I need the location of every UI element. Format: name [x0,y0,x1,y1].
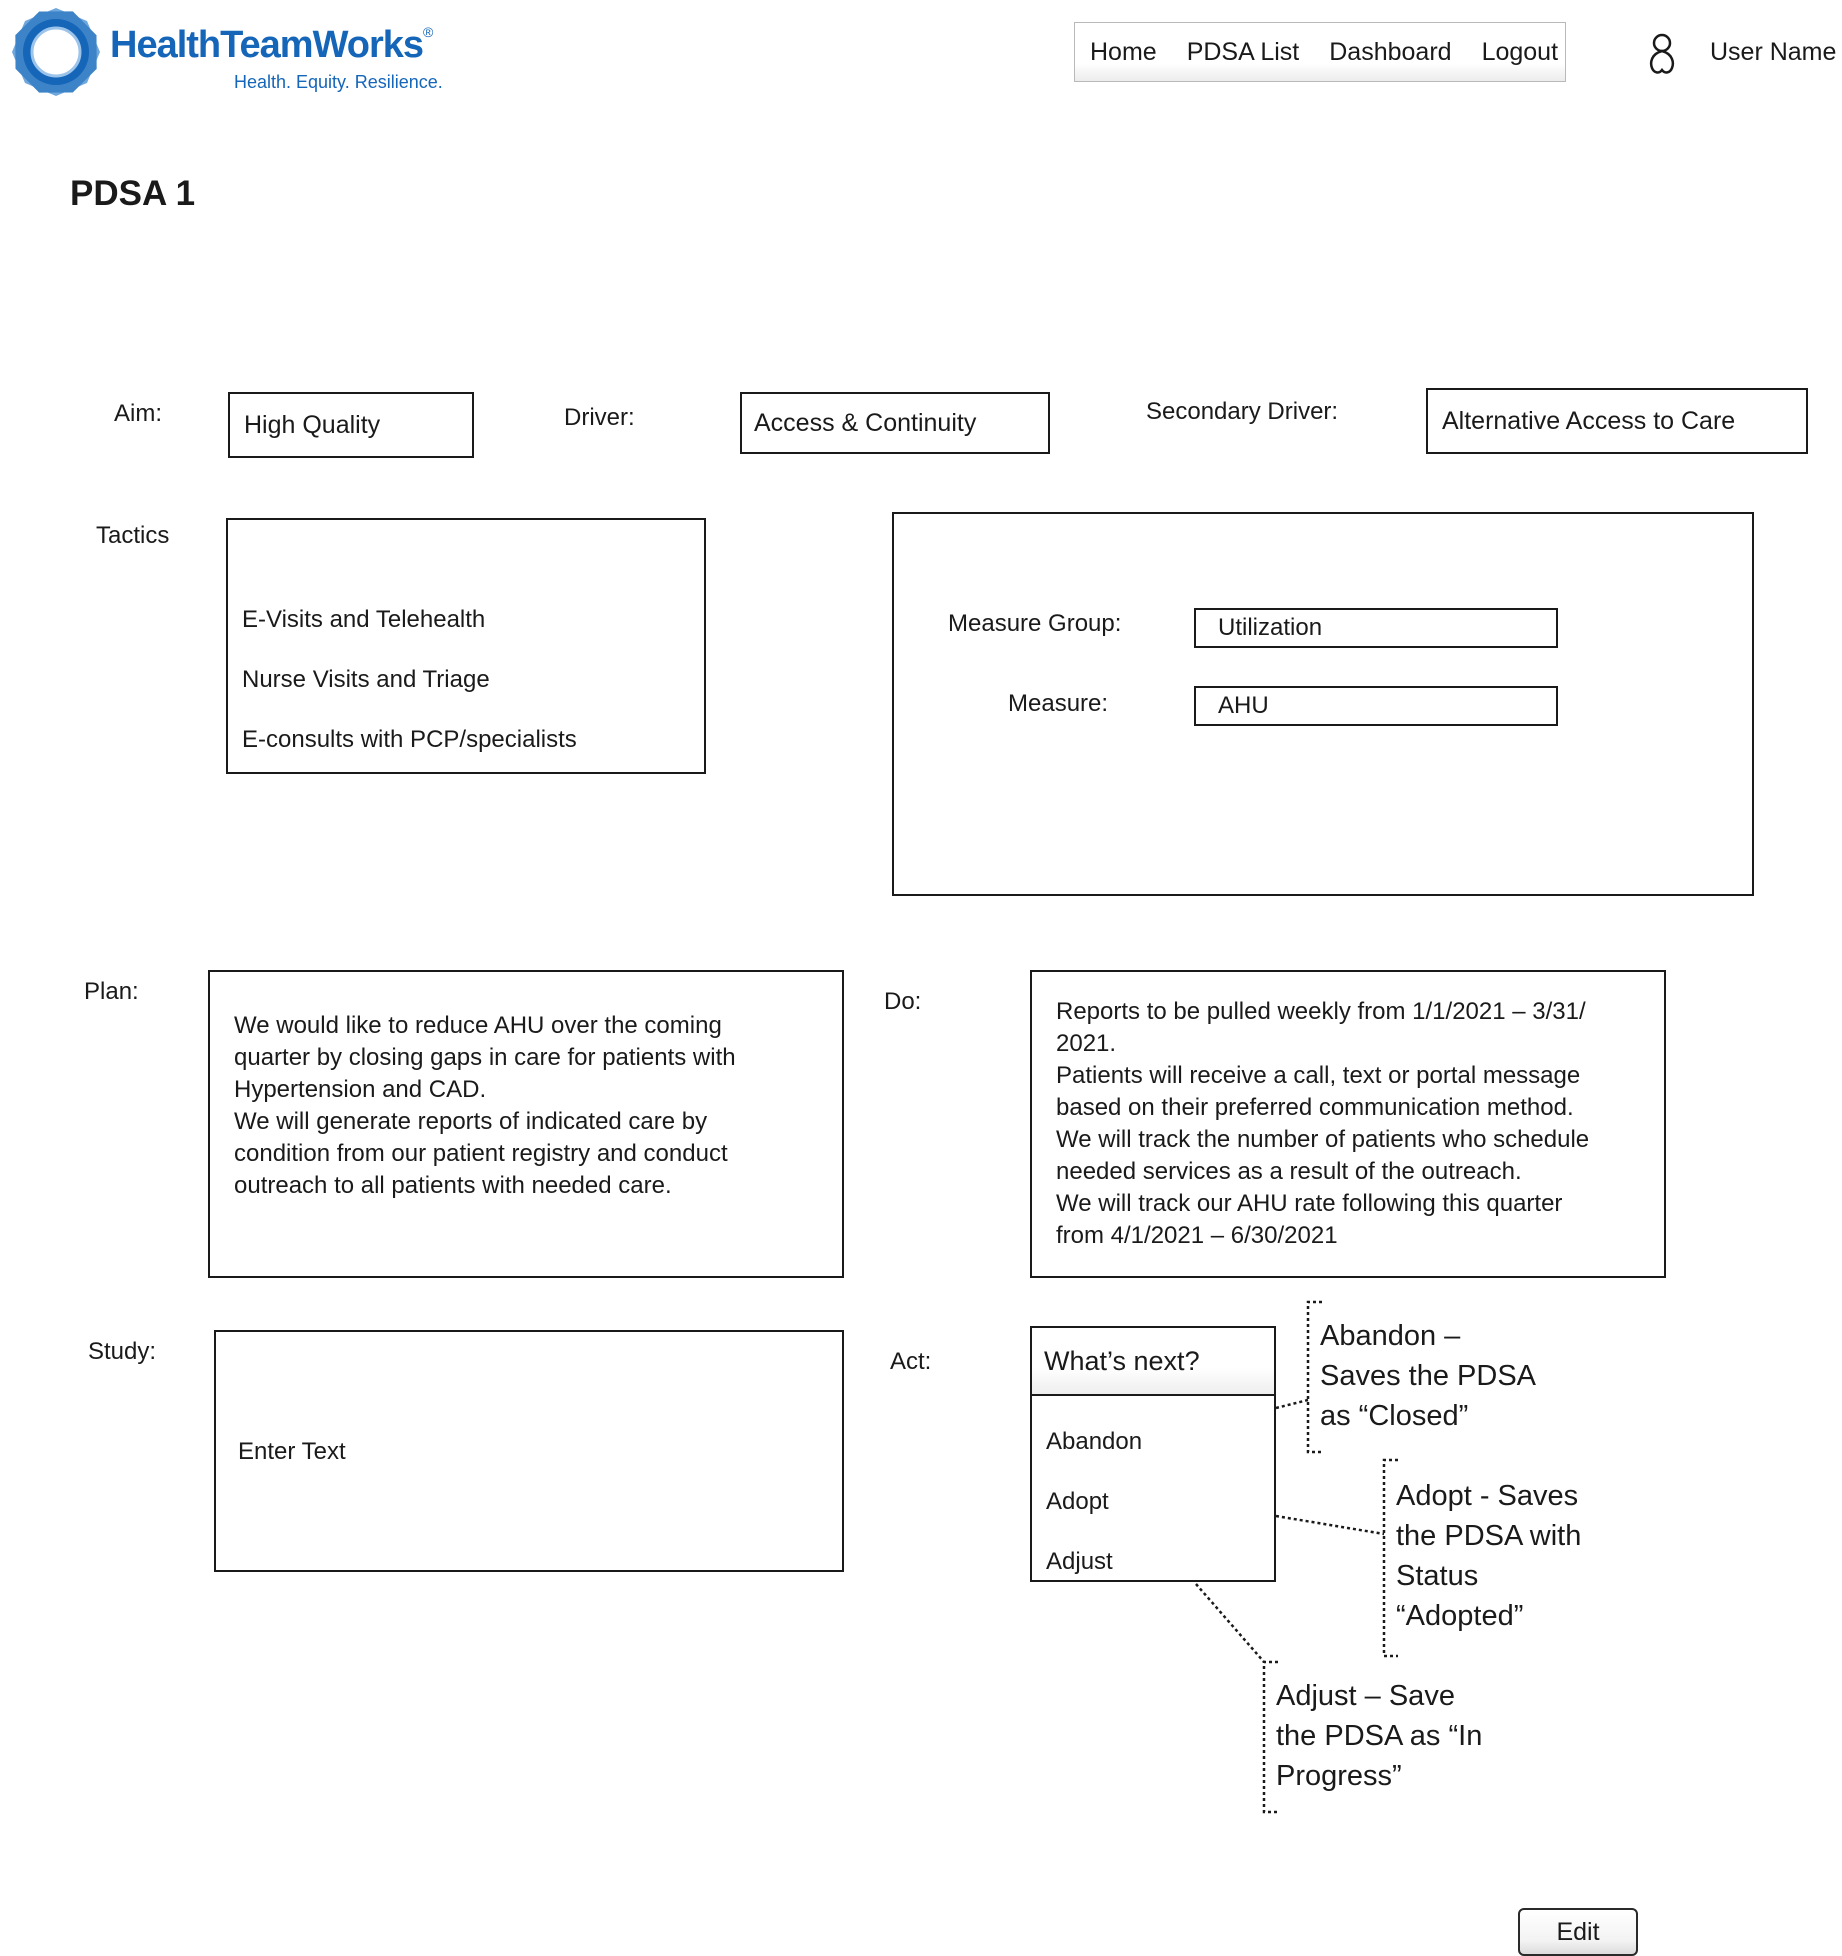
brand-name-part1: Health [110,24,221,66]
aim-label: Aim: [114,400,162,427]
act-option-adopt[interactable]: Adopt [1046,1488,1109,1515]
nav-dashboard[interactable]: Dashboard [1329,37,1452,66]
abandon-note: Abandon – Saves the PDSA as “Closed” [1320,1320,1536,1432]
do-label: Do: [884,988,922,1015]
plan-text: We would like to reduce AHU over the coming quarter by closing gaps in care for patients with Hypertension and CAD. We will generate reports of indicated care by condition from our patient registry and conduct outreach to all patients with needed care. [234,1012,736,1199]
tactics-label: Tactics [96,522,170,549]
study-placeholder: Enter Text [238,1438,346,1465]
measure-group-label: Measure Group: [948,610,1122,637]
nav-home[interactable]: Home [1090,37,1157,66]
abandon-connector [1276,1400,1308,1408]
tactic-item[interactable]: Nurse Visits and Triage [242,666,490,693]
measure-group-value: Utilization [1218,614,1323,641]
adjust-note: Adjust – Save the PDSA as “In Progress” [1276,1680,1483,1792]
tactic-item[interactable]: E-consults with PCP/specialists [242,726,577,753]
adjust-connector [1196,1584,1264,1662]
act-dropdown-header[interactable]: What’s next? [1032,1328,1274,1396]
adopt-connector [1276,1516,1384,1534]
study-label: Study: [88,1338,157,1365]
adopt-note: Adopt - Saves the PDSA with Status “Adopted” [1396,1480,1582,1632]
brand-registered: ® [423,24,433,40]
brand-name-part2: TeamWorks [220,24,424,66]
measure-label: Measure: [1008,690,1109,717]
brand-tagline: Health. Equity. Resilience. [234,72,443,92]
driver-label: Driver: [564,404,635,431]
page-title: PDSA 1 [70,174,196,213]
secondary-driver-value: Alternative Access to Care [1442,407,1736,435]
act-option-abandon[interactable]: Abandon [1046,1428,1143,1455]
secondary-driver-label: Secondary Driver: [1146,398,1339,425]
edit-button[interactable]: Edit [1518,1908,1638,1956]
plan-label: Plan: [84,978,139,1005]
user-name[interactable]: User Name [1710,38,1837,66]
do-text: Reports to be pulled weekly from 1/1/2021 – 3/31/ 2021. Patients will receive a call, text or portal message based on their preferred communication method. We will track the number of patients who schedule needed services as a result of the outreach. We will track our AHU rate following this quarter from 4/1/2021 – 6/30/2021 [1056,998,1590,1249]
act-label: Act: [890,1348,932,1375]
nav-logout[interactable]: Logout [1481,37,1559,66]
aim-value: High Quality [244,411,381,439]
nav-pdsa-list[interactable]: PDSA List [1186,37,1300,66]
tactic-item[interactable]: E-Visits and Telehealth [242,606,486,633]
driver-value: Access & Continuity [754,409,977,437]
measure-value: AHU [1218,692,1269,719]
act-option-adjust[interactable]: Adjust [1046,1548,1113,1575]
